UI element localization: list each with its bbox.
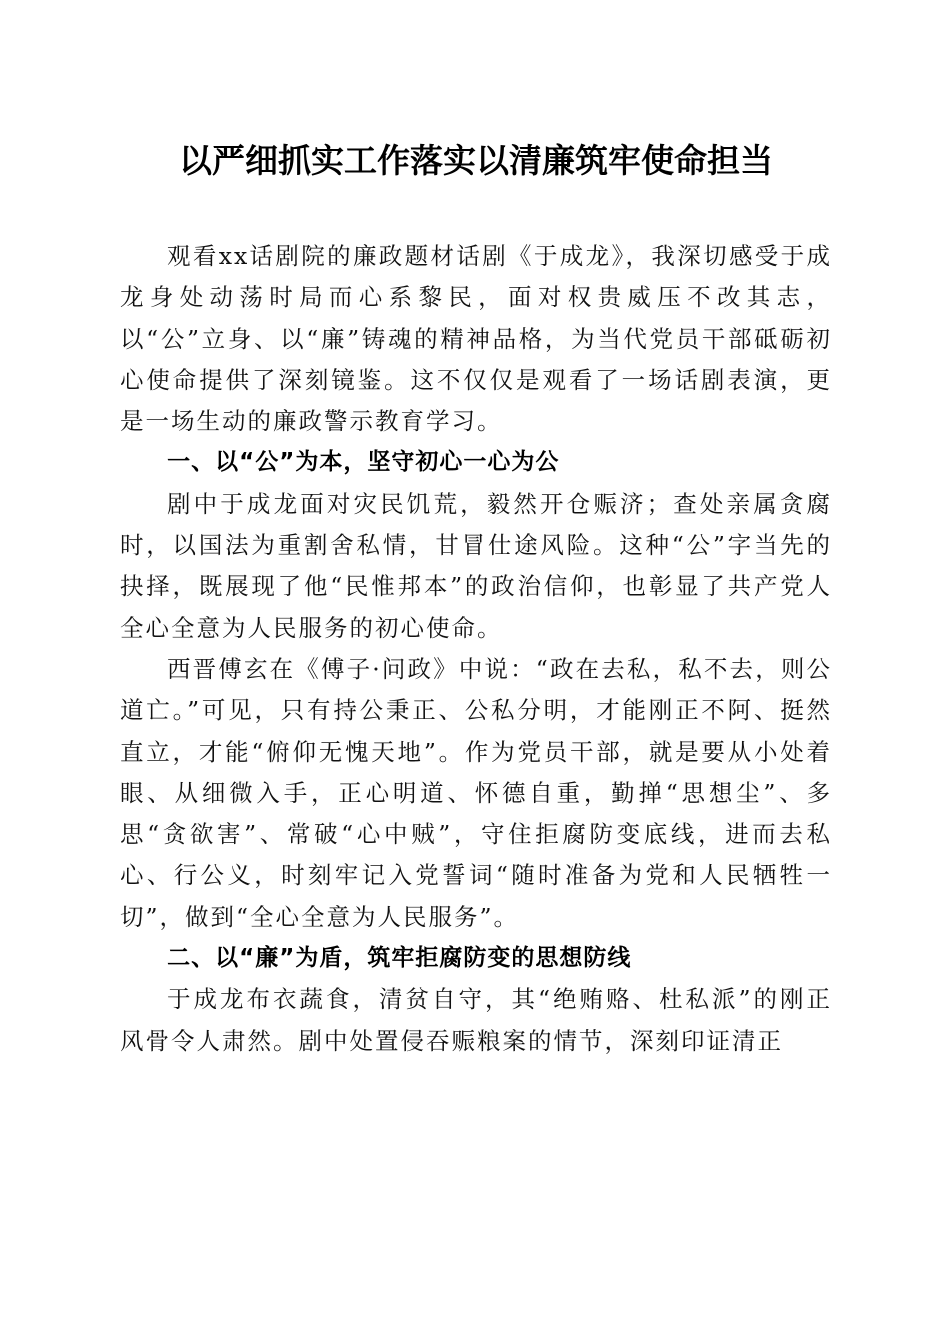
section-heading-1: 一、以“公”为本，坚守初心一心为公 — [167, 449, 560, 476]
section-1-paragraph-2: 西晋傅玄在《傅子·问政》中说：“政在去私，私不去，则公道亡。”可见，只有持公秉正、公私分明，才能刚正不阿、挺然直立，才能“俯仰无愧天地”。作为党员干部，就是要从小处着眼、从细微入手，正心明道、怀德自重，勤掸“思想尘”、多思“贪欲害”、常破“心中贼”，守住拒腐防变底线，进而去私心、行公义，时刻牢记入党誓词“随时准备为党和人民牺牲一切”，做到“全心全意为人民服务”。 — [120, 654, 832, 931]
document-title: 以严细抓实工作落实以清廉筑牢使命担当 — [179, 141, 773, 180]
section-1-paragraph-1: 剧中于成龙面对灾民饥荒，毅然开仓赈济；查处亲属贪腐时，以国法为重割舍私情，甘冒仕途风险。这种“公”字当先的抉择，既展现了他“民惟邦本”的政治信仰，也彰显了共产党人全心全意为人民服务的初心使命。 — [120, 489, 832, 642]
intro-paragraph: 观看xx话剧院的廉政题材话剧《于成龙》，我深切感受于成龙身处动荡时局而心系黎民，面对权贵威压不改其志，以“公”立身、以“廉”铸魂的精神品格，为当代党员干部砥砺初心使命提供了深刻镜鉴。这不仅仅是观看了一场话剧表演，更是一场生动的廉政警示教育学习。 — [120, 242, 832, 436]
section-2-paragraph-1: 于成龙布衣蔬食，清贫自守，其“绝贿赂、杜私派”的刚正风骨令人肃然。剧中处置侵吞赈粮案的情节，深刻印证清正 — [120, 985, 832, 1055]
document-body — [120, 236, 832, 1062]
section-heading-2: 二、以“廉”为盾，筑牢拒腐防变的思想防线 — [167, 945, 632, 972]
